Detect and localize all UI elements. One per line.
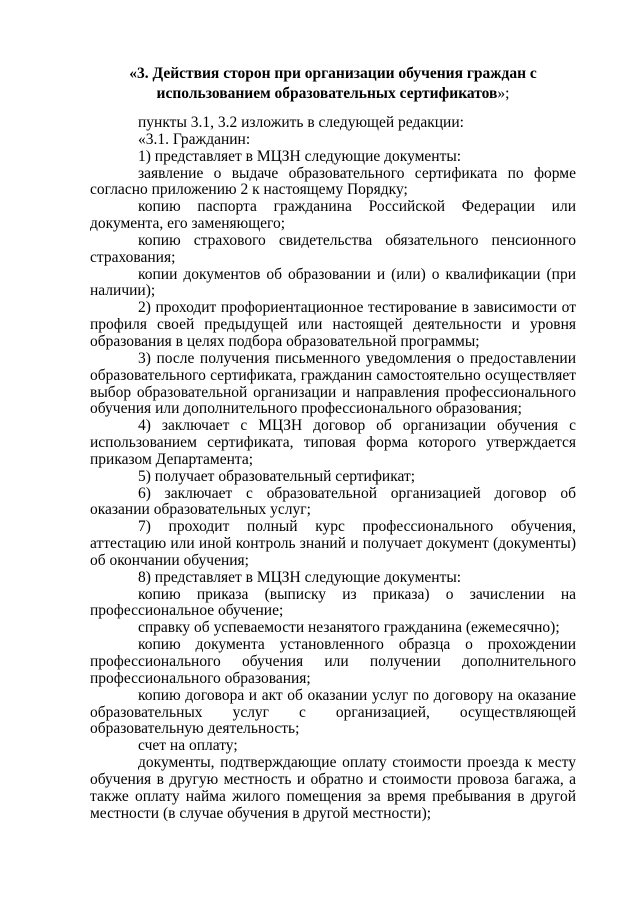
paragraph-item-8: 8) представляет в МЦЗН следующие документы:: [138, 568, 462, 586]
paragraph-enrollment-order: копию приказа (выписку из приказа) о зачислении на профессиональное обучение;: [90, 585, 576, 620]
paragraph-item-2: 2) проходит профориентационное тестирование в зависимости от профиля своей предыдущей или настоящей деятельности и уровня образования в целях подбора образовательной программы;: [90, 299, 576, 350]
paragraph-item-5: 5) получает образовательный сертификат;: [138, 467, 416, 485]
paragraph-invoice: счет на оплату;: [138, 737, 238, 755]
paragraph-progress-certificate: справку об успеваемости незанятого гражданина (ежемесячно);: [138, 619, 560, 637]
section-heading-tail: »;: [497, 84, 510, 102]
paragraph-contract-copy: копию договора и акт об оказании услуг по договору на оказание образовательных услуг с организацией, осуществляющей образовательную деятельность;: [90, 686, 576, 738]
paragraph-insurance-copy: копию страхового свидетельства обязательного пенсионного страхования;: [90, 231, 576, 266]
section-heading: [90, 64, 576, 103]
paragraph-item-1: 1) представляет в МЦЗН следующие документы:: [138, 147, 462, 165]
paragraph-item-6: 6) заключает с образовательной организацией договор об оказании образовательных услуг;: [90, 484, 576, 519]
paragraph-application: заявление о выдаче образовательного сертификата по форме согласно приложению 2 к настоящему Порядку;: [90, 164, 576, 199]
paragraph-clause-3-1: «3.1. Гражданин:: [138, 130, 251, 148]
document-body: [90, 115, 576, 822]
paragraph-item-7: 7) проходит полный курс профессионального обучения, аттестацию или иной контроль знаний и получает документ (документы) об окончании обучения;: [90, 518, 576, 569]
paragraph-travel-documents: документы, подтверждающие оплату стоимости проезда к месту обучения в другую местность и обратно и стоимости провоза багажа, а также оплату найма жилого помещения за время пребывания в другой местности (в случае обучения в другой местности);: [90, 754, 576, 822]
paragraph-education-copies: копии документов об образовании и (или) о квалификации (при наличии);: [90, 265, 576, 300]
section-heading-title: «3. Действия сторон при организации обучения граждан с использованием образовательных сертификатов: [129, 65, 537, 102]
paragraph-item-3: 3) после получения письменного уведомления о предоставлении образовательного сертификата, гражданин самостоятельно осуществляет выбор образовательной организации и направления профессионального обучения или дополнительного профессионального образования;: [90, 349, 576, 418]
paragraph-completion-document: копию документа установленного образца о прохождении профессионального обучения или получении дополнительного профессионального образования;: [90, 636, 576, 687]
paragraph-passport-copy: копию паспорта гражданина Российской Федерации или документа, его заменяющего;: [90, 198, 576, 233]
paragraph-intro: пункты 3.1, 3.2 изложить в следующей редакции:: [138, 114, 464, 131]
paragraph-item-4: 4) заключает с МЦЗН договор об организации обучения с использованием сертификата, типовая форма которого утверждается приказом Департамента;: [90, 417, 576, 468]
